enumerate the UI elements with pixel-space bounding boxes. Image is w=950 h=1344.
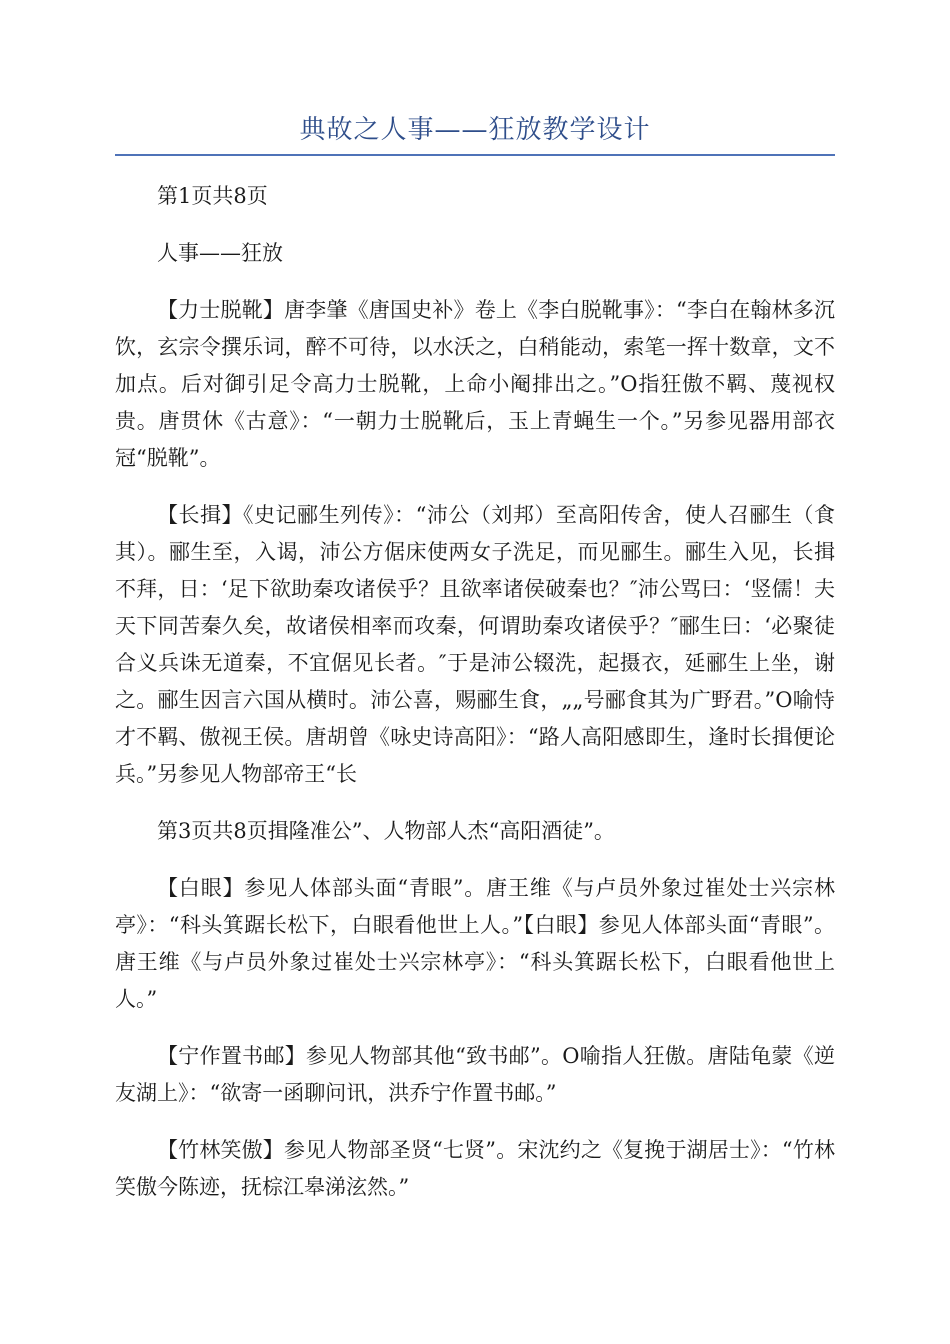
section-heading: 人事——狂放 — [157, 241, 283, 265]
title-underline — [115, 154, 835, 156]
paragraph-zhulin-xiaoao: 【竹林笑傲】参见人物部圣贤“七贤”。宋沈约之《复挽于湖居士》：“竹林笑傲今陈迹，抚棕江皋涕泫然。” — [115, 1138, 835, 1199]
page-number-continuation: 第3页共8页揖隆准公”、人物部人杰“高阳酒徒”。 — [157, 819, 615, 843]
paragraph-lishi-tuoxue: 【力士脱靴】唐李肇《唐国史补》卷上《李白脱靴事》：“李白在翰林多沉饮，玄宗令撰乐词，醉不可待，以水沃之，白稍能动，索笔一挥十数章，文不加点。后对御引足令高力士脱靴，上命小阉排出之。”O指狂傲不羁、蔑视权贵。唐贯休《古意》：“一朝力士脱靴后，玉上青蝇生一个。”另参见器用部衣冠“脱靴”。 — [115, 298, 835, 470]
paragraph-baiyan: 【白眼】参见人体部头面“青眼”。唐王维《与卢员外象过崔处士兴宗林亭》：“科头箕踞长松下，白眼看他世上人。”【白眼】参见人体部头面“青眼”。唐王维《与卢员外象过崔处士兴宗林亭》：“科头箕踞长松下，白眼看他世上人。” — [115, 876, 835, 1011]
document-title: 典故之人事——狂放教学设计 — [299, 115, 651, 145]
paragraph-changyi: 【长揖】《史记郦生列传》：“沛公（刘邦）至高阳传舍，使人召郦生（食其）。郦生至，入谒，沛公方倨床使两女子洗足，而见郦生。郦生入见，长揖不拜，日：‘足下欲助秦攻诸侯乎？且欲率诸侯破秦也？″沛公骂曰：‘竖儒！夫天下同苦秦久矣，故诸侯相率而攻秦，何谓助秦攻诸侯乎？″郦生曰：‘必聚徒合义兵诛无道秦，不宜倨见长者。″于是沛公辍洗，起摄衣，延郦生上坐，谢之。郦生因言六国从横时。沛公喜，赐郦生食，„„号郦食其为广野君。”O喻恃才不羁、傲视王侯。唐胡曾《咏史诗高阳》：“路人高阳感即生，逢时长揖便论兵。”另参见人物部帝王“长 — [115, 503, 835, 786]
page-number-line: 第1页共8页 — [157, 184, 268, 208]
document-body — [115, 178, 835, 1226]
paragraph-ningzuo-zhishuyou: 【宁作置书邮】参见人物部其他“致书邮”。O喻指人狂傲。唐陆龟蒙《逆友湖上》：“欲寄一函聊问讯，洪乔宁作置书邮。” — [115, 1044, 835, 1105]
